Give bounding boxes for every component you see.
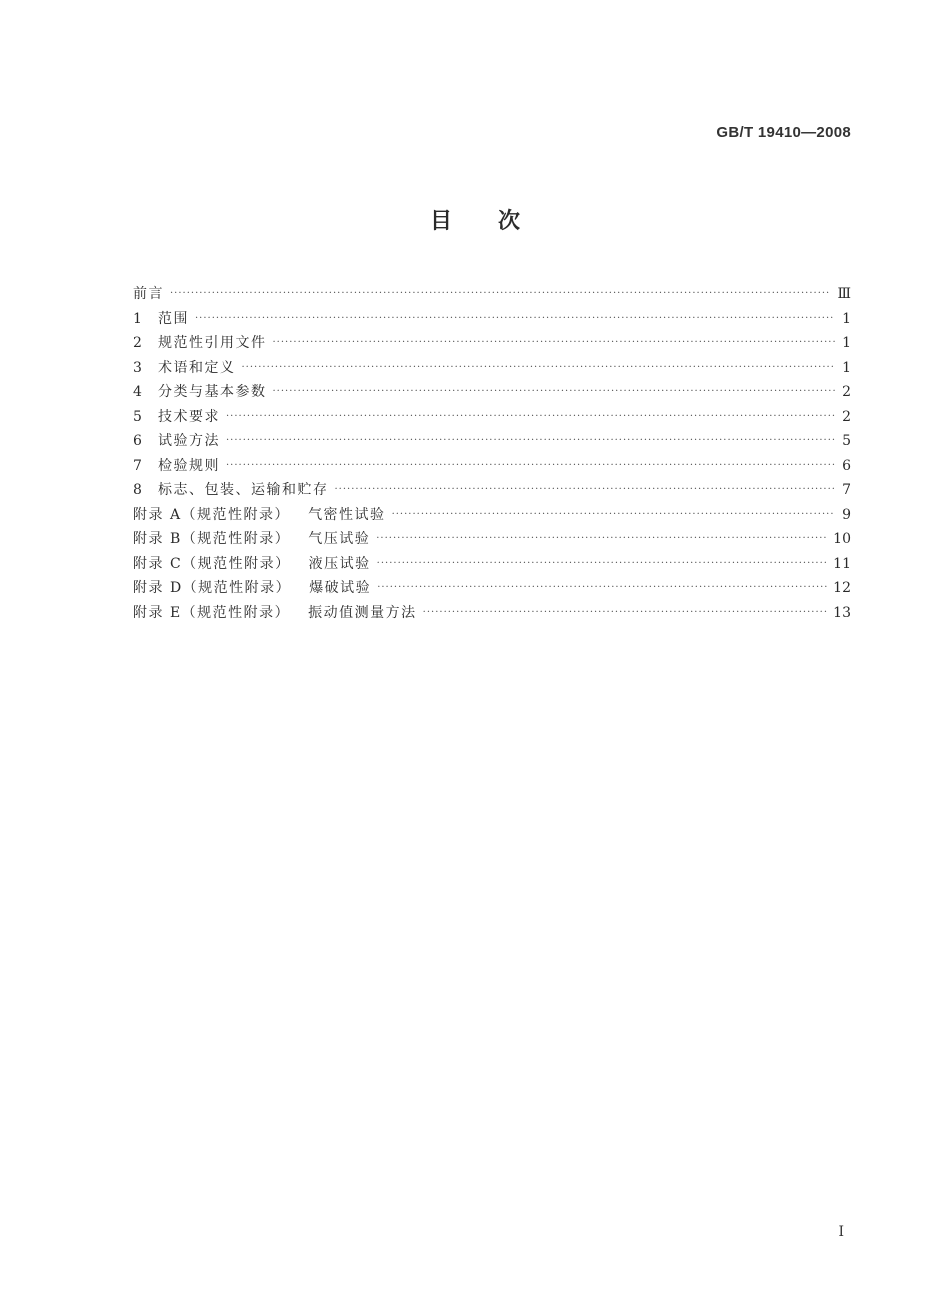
toc-entry[interactable] <box>133 356 851 381</box>
toc-entry-number: 2 <box>133 335 142 351</box>
toc-entry-number: 1 <box>133 310 142 327</box>
toc-entry-subtitle: 气压试验 <box>308 531 371 547</box>
toc-entry-text: 检验规则 <box>158 457 220 474</box>
toc-entry-label <box>133 503 392 528</box>
toc-leader-dots <box>170 282 831 307</box>
toc-entry-label <box>133 454 226 479</box>
toc-entry-text: 分类与基本参数 <box>158 384 267 400</box>
toc-entry[interactable] <box>133 331 851 356</box>
toc-entry-label <box>133 601 423 626</box>
toc-entry-label <box>133 527 376 552</box>
toc-entry-number: 6 <box>133 433 142 449</box>
toc-entry-page: 1 <box>842 310 851 327</box>
toc-entry-page: 9 <box>842 506 851 523</box>
toc-leader-dots <box>376 527 827 552</box>
toc-entry-page: 12 <box>833 580 851 596</box>
toc-entry-number: 3 <box>133 359 142 376</box>
toc-leader-dots <box>226 405 835 430</box>
toc-leader-dots <box>377 576 827 601</box>
toc-entry-text: 标志、包装、运输和贮存 <box>158 482 329 498</box>
toc-entry-text: 技术要求 <box>158 408 220 425</box>
toc-entry-label <box>133 380 273 405</box>
toc-entry-subtitle: 振动值测量方法 <box>308 604 417 621</box>
toc-entry-page: 10 <box>833 531 851 547</box>
toc-entry-label <box>133 478 335 503</box>
toc-entry-label <box>133 331 273 356</box>
toc-entry-label <box>133 576 377 601</box>
toc-entry-text: 附录 C（规范性附录） <box>133 555 291 572</box>
toc-entry-subtitle: 气密性试验 <box>308 506 386 523</box>
toc-leader-dots <box>226 454 835 479</box>
toc-entry-text: 前言 <box>133 286 164 302</box>
toc-entry-page: 5 <box>842 433 851 449</box>
toc-leader-dots <box>273 331 836 356</box>
toc-entry-page: 13 <box>833 604 851 621</box>
toc-entry-text: 附录 B（规范性附录） <box>133 531 291 547</box>
toc-entry-text: 试验方法 <box>158 433 220 449</box>
toc-entry-label <box>133 356 242 381</box>
toc-leader-dots <box>242 356 836 381</box>
toc-leader-dots <box>335 478 836 503</box>
toc-entry[interactable] <box>133 429 851 454</box>
toc-entry-text: 规范性引用文件 <box>158 335 267 351</box>
toc-entry[interactable] <box>133 307 851 332</box>
toc-entry-page: 11 <box>833 555 851 572</box>
toc-entry[interactable] <box>133 576 851 601</box>
page-number: I <box>838 1224 844 1240</box>
toc-entry-label <box>133 282 170 307</box>
page-title: 目次 <box>429 209 566 234</box>
toc-leader-dots <box>377 552 828 577</box>
toc-entry-text: 附录 A（规范性附录） <box>133 506 291 523</box>
toc-entry-number: 8 <box>133 482 142 498</box>
toc-entry-page: 7 <box>842 482 851 498</box>
toc-entry-page: Ⅲ <box>837 286 851 302</box>
toc-entry-label <box>133 405 226 430</box>
toc-leader-dots <box>392 503 835 528</box>
toc-entry[interactable] <box>133 601 851 626</box>
toc-entry-label <box>133 552 377 577</box>
toc-entry[interactable] <box>133 380 851 405</box>
toc-entry-label <box>133 429 226 454</box>
toc-entry-number: 7 <box>133 457 142 474</box>
toc-entry-subtitle: 爆破试验 <box>309 580 372 596</box>
toc-leader-dots <box>226 429 835 454</box>
toc-entry[interactable] <box>133 552 851 577</box>
toc-leader-dots <box>195 307 835 332</box>
toc-entry[interactable] <box>133 527 851 552</box>
toc-entry-text: 术语和定义 <box>158 359 236 376</box>
toc-entry-page: 6 <box>842 457 851 474</box>
toc-entry[interactable] <box>133 454 851 479</box>
toc-entry[interactable] <box>133 503 851 528</box>
toc-entry-text: 附录 D（规范性附录） <box>133 580 292 596</box>
toc-entry-subtitle: 液压试验 <box>308 555 371 572</box>
standard-code: GB/T 19410—2008 <box>716 124 851 141</box>
toc-entry-page: 1 <box>842 335 851 351</box>
toc-entry[interactable] <box>133 478 851 503</box>
toc-entry-text: 附录 E（规范性附录） <box>133 604 291 621</box>
toc-entry-number: 4 <box>133 384 142 400</box>
table-of-contents <box>133 282 851 625</box>
toc-leader-dots <box>423 601 828 626</box>
toc-entry-number: 5 <box>133 408 142 425</box>
toc-entry[interactable] <box>133 405 851 430</box>
toc-leader-dots <box>273 380 836 405</box>
toc-entry-page: 2 <box>842 384 851 400</box>
toc-entry-label <box>133 307 195 332</box>
toc-entry-page: 1 <box>842 359 851 376</box>
toc-entry-page: 2 <box>842 408 851 425</box>
toc-entry-text: 范围 <box>158 310 189 327</box>
toc-entry[interactable] <box>133 282 851 307</box>
